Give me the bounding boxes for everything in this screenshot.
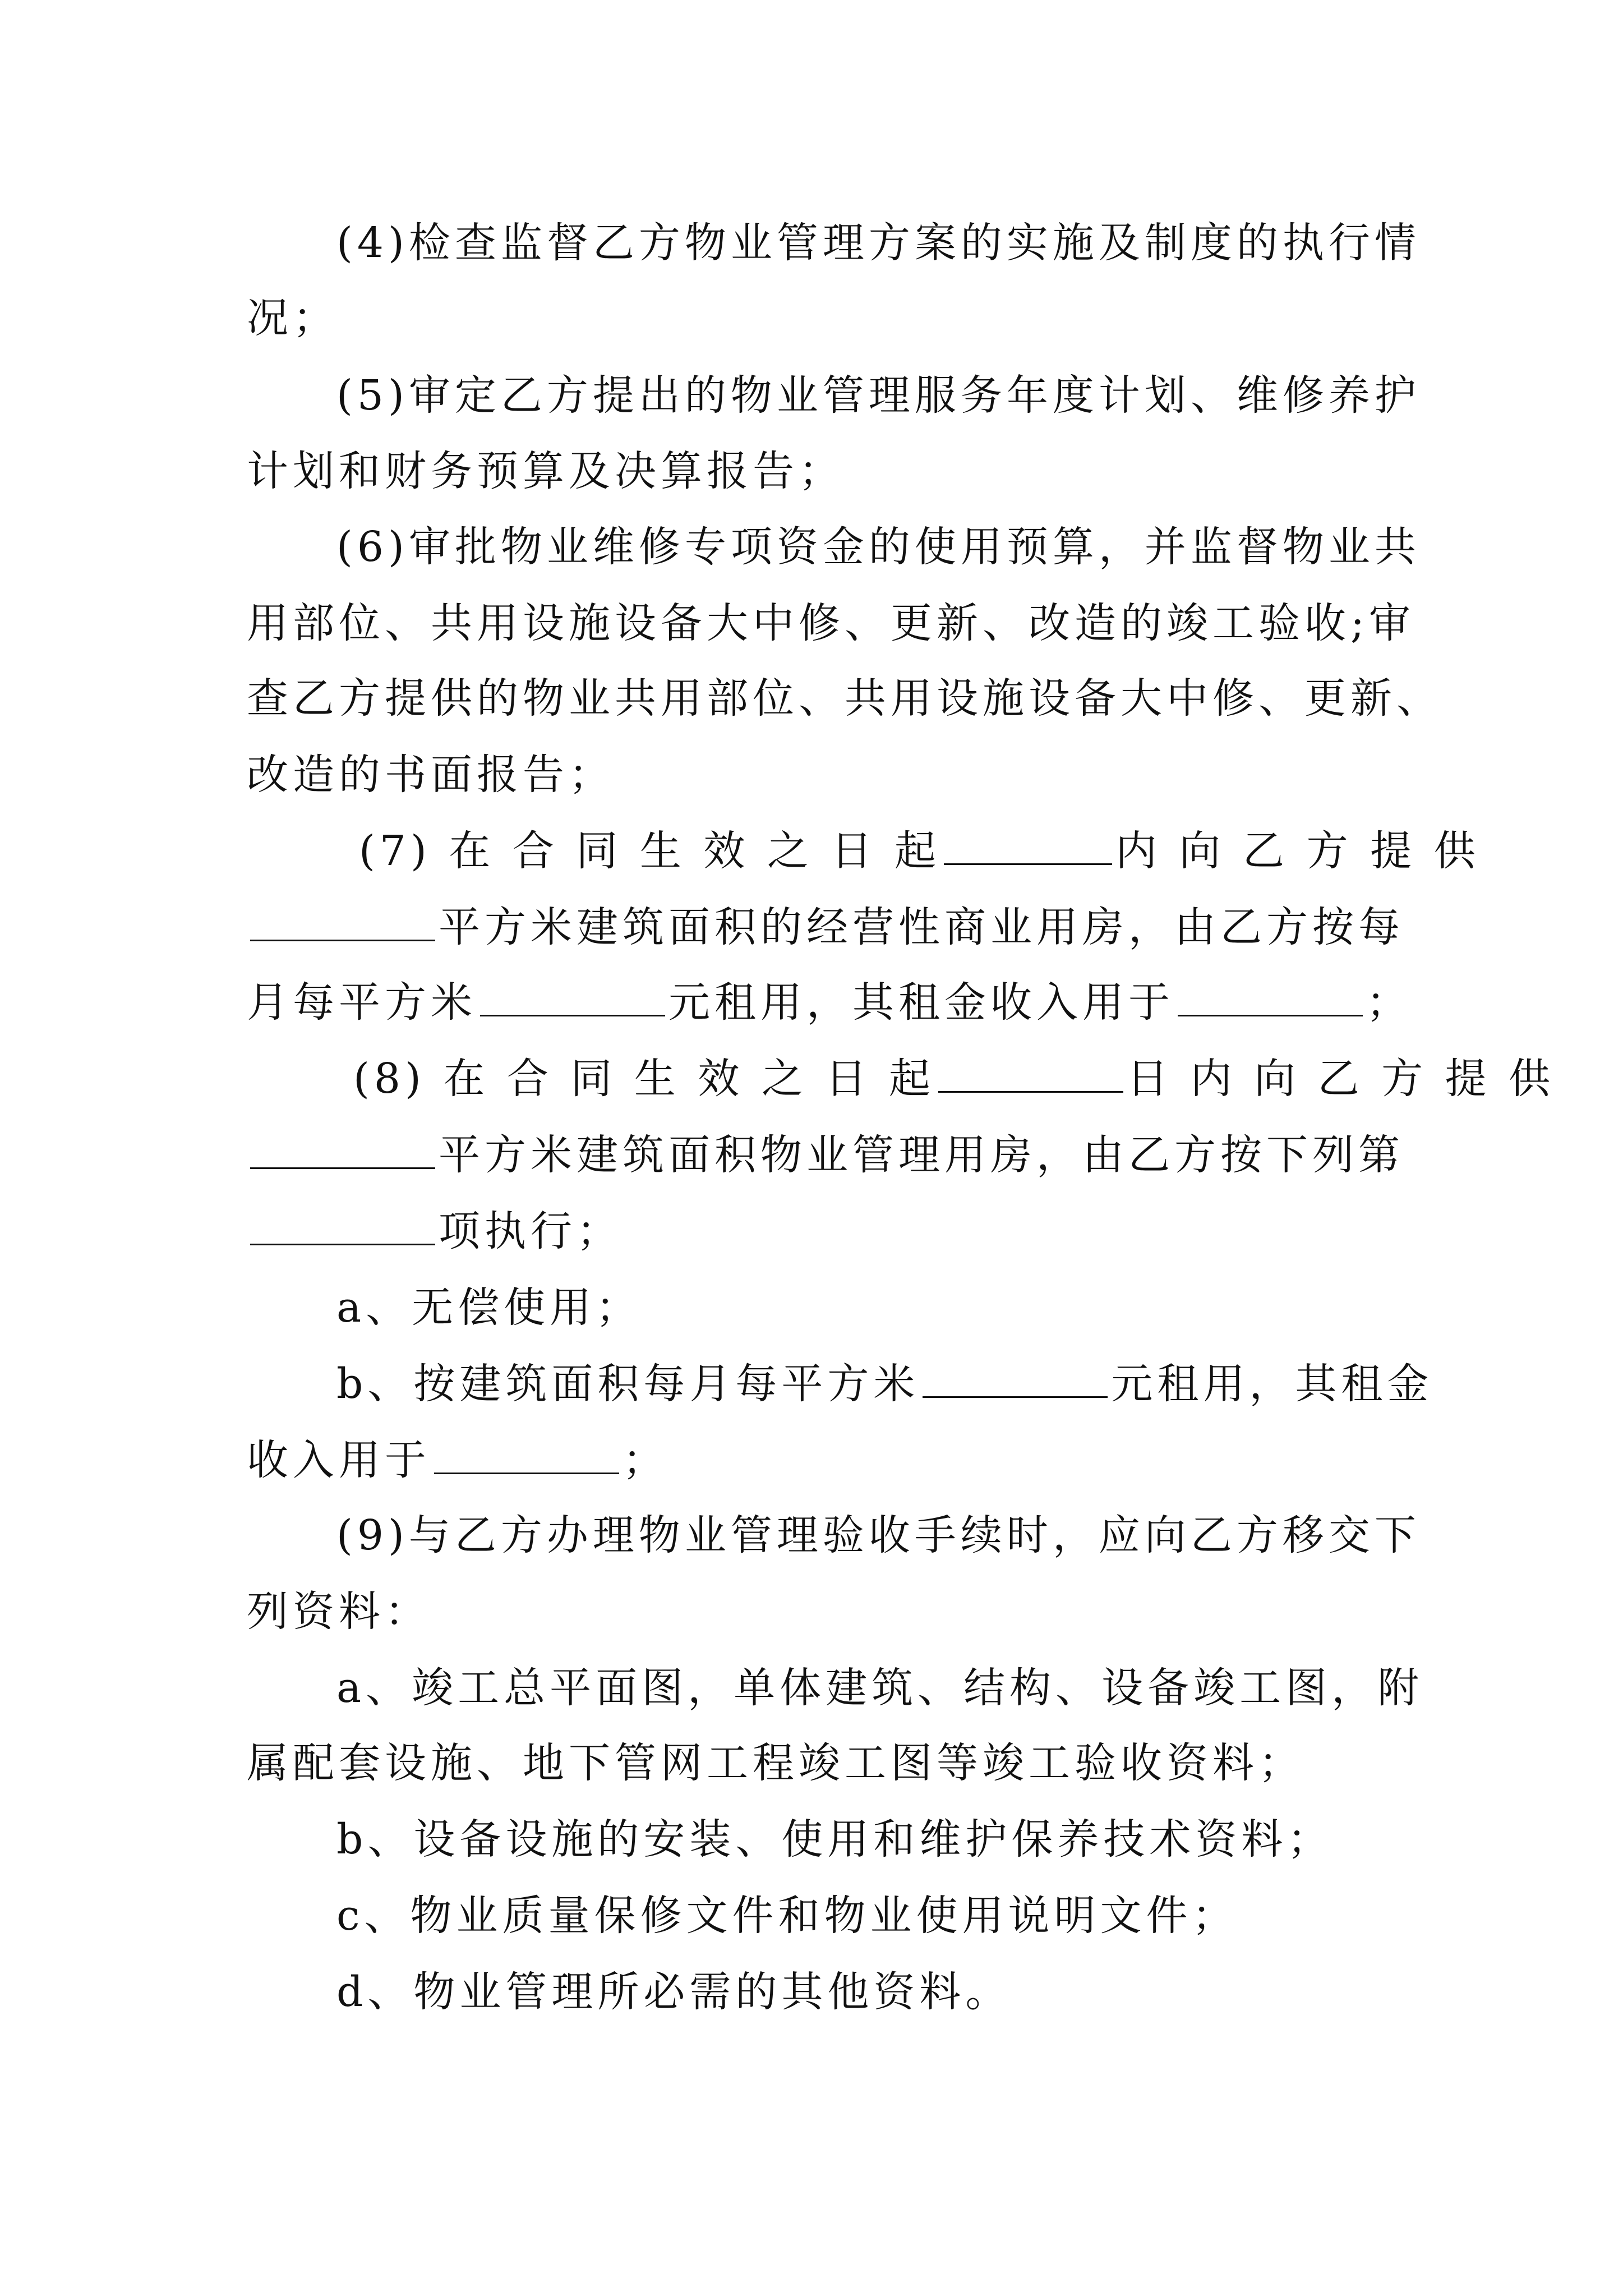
item-8-line-1 [353, 1053, 1555, 1104]
item-9-d-line: d、物业管理所必需的其他资料。 [336, 1968, 1012, 2016]
item-9-c-line: c、物业质量保修文件和物业使用说明文件； [336, 1892, 1238, 1940]
fill-blank [480, 980, 665, 1016]
item-8-line-1-text-a: (8) 在 合 同 生 效 之 日 起 [353, 1055, 935, 1103]
option-b-line-1 [336, 1359, 1433, 1409]
item-8-line-1-text-b: 日 内 向 乙 方 提 供 [1127, 1055, 1555, 1103]
item-7-line-2 [247, 902, 1404, 953]
item-7-line-3-text-a: 月每平方米 [247, 978, 477, 1027]
option-b-line-2-text-b: ； [623, 1436, 668, 1484]
fill-blank [944, 829, 1112, 865]
option-b-line-1-text-a: b、按建筑面积每月每平方米 [336, 1360, 920, 1408]
fill-blank [250, 1133, 435, 1169]
item-9-line-1: (9)与乙方办理物业管理验收手续时，应向乙方移交下 [336, 1511, 1421, 1559]
fill-blank [1178, 980, 1363, 1016]
option-b-line-2-text-a: 收入用于 [247, 1436, 431, 1484]
option-b-line-2 [247, 1435, 1396, 1485]
option-a-line: a、无偿使用； [336, 1283, 642, 1332]
item-7-line-2-text: 平方米建筑面积的经营性商业用房，由乙方按每 [439, 903, 1404, 951]
item-8-line-2-text: 平方米建筑面积物业管理用房，由乙方按下列第 [439, 1131, 1404, 1179]
fill-blank [434, 1438, 619, 1474]
item-7-line-1-text-a: (7) 在 合 同 生 效 之 日 起 [359, 827, 940, 875]
item-8-line-2 [247, 1130, 1404, 1180]
item-7-line-3-text-c: ； [1366, 978, 1412, 1027]
item-9-a-line-2: 属配套设施、地下管网工程竣工图等竣工验收资料； [247, 1739, 1304, 1787]
item-7-line-3 [247, 977, 1412, 1028]
item-6-line-2: 用部位、共用设施设备大中修、更新、改造的竣工验收;审 [247, 599, 1415, 647]
fill-blank [938, 1056, 1123, 1093]
item-8-line-3 [247, 1206, 1396, 1257]
fill-blank [923, 1361, 1108, 1398]
item-7-line-1-text-b: 内 向 乙 方 提 供 [1115, 827, 1480, 875]
item-5-line-2: 计划和财务预算及决算报告； [247, 447, 845, 495]
item-4-line-2: 况； [247, 294, 339, 342]
item-7-line-1 [359, 826, 1480, 876]
fill-blank [250, 905, 435, 941]
item-9-a-line-1: a、竣工总平面图，单体建筑、结构、设备竣工图，附 [336, 1664, 1424, 1712]
item-8-line-3-text: 项执行； [439, 1207, 623, 1255]
item-6-line-4: 改造的书面报告； [247, 751, 615, 799]
item-7-line-3-text-b: 元租用，其租金收入用于 [668, 978, 1174, 1027]
item-9-line-2: 列资料： [247, 1588, 431, 1636]
item-9-b-line: b、设备设施的安装、使用和维护保养技术资料； [336, 1815, 1334, 1864]
item-6-line-1: (6)审批物业维修专项资金的使用预算，并监督物业共 [336, 523, 1421, 571]
item-4-line-1: (4)检查监督乙方物业管理方案的实施及制度的执行情 [336, 219, 1421, 267]
item-6-line-3: 查乙方提供的物业共用部位、共用设施设备大中修、更新、 [247, 674, 1442, 723]
option-b-line-1-text-b: 元租用，其租金 [1111, 1360, 1433, 1408]
fill-blank [250, 1209, 435, 1245]
item-5-line-1: (5)审定乙方提出的物业管理服务年度计划、维修养护 [336, 371, 1421, 420]
